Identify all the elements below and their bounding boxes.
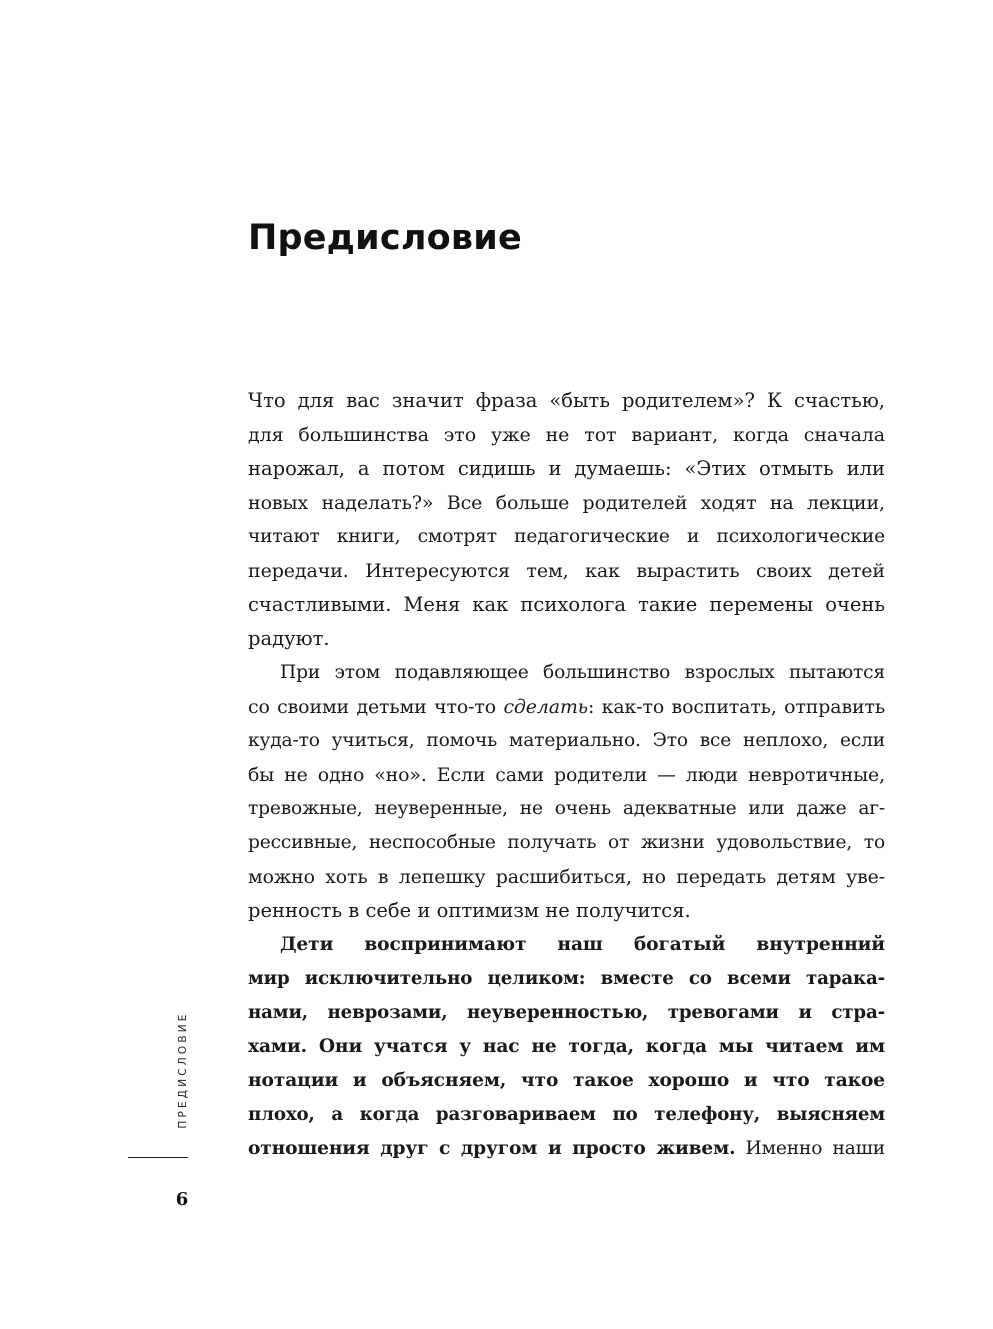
bold-text-line: нами, неврозами, неуверенностью, тревогами и стра- xyxy=(248,1002,885,1023)
text-line: При этом подавляющее большинство взрослых пытаются xyxy=(280,662,885,683)
text-line: для большинства это уже не тот вариант, когда сначала xyxy=(248,424,885,446)
paragraph-3 xyxy=(248,928,885,1166)
bold-text-segment: отношения друг с другом и просто живем. xyxy=(248,1138,736,1159)
text-line: новых наделать?» Все больше родителей ходят на лекции, xyxy=(248,492,885,514)
emphasis-text: сделать xyxy=(503,696,588,718)
text-segment: Именно наши xyxy=(735,1138,886,1159)
bold-text-line: плохо, а когда разговариваем по телефону, выясняем xyxy=(248,1104,885,1125)
text-line: бы не одно «но». Если сами родители — люди невротичные, xyxy=(248,764,885,786)
text-line xyxy=(248,1132,885,1166)
bold-text-line: Дети воспринимают наш богатый внутренний xyxy=(280,934,885,955)
text-line xyxy=(248,690,885,724)
text-line: рессивные, неспособные получать от жизни удовольствие, то xyxy=(248,832,885,853)
running-head-text: ПРЕДИСЛОВИЕ xyxy=(177,1011,189,1129)
text-line: тревожные, неуверенные, не очень адекватные или даже аг- xyxy=(248,798,885,819)
text-line: нарожал, а потом сидишь и думаешь: «Этих отмыть или xyxy=(248,457,885,480)
text-line: куда-то учиться, помочь материально. Это все неплохо, если xyxy=(248,730,885,751)
running-head xyxy=(175,1010,191,1130)
text-line: Что для вас значит фраза «быть родителем»? К счастью, xyxy=(248,389,885,412)
page-number: 6 xyxy=(175,1189,189,1210)
text-line: радуют. xyxy=(248,627,330,650)
text-line: читают книги, смотрят педагогические и психологические xyxy=(248,526,885,547)
text-segment: : как-то воспитать, отправить xyxy=(587,696,886,718)
text-line: можно хоть в лепешку расшибиться, но передать детям уве- xyxy=(248,866,885,888)
text-line: передачи. Интересуются тем, как вырастить своих детей xyxy=(248,560,885,582)
paragraph-2 xyxy=(248,656,885,928)
bold-text-line: нотации и объясняем, что такое хорошо и что такое xyxy=(248,1070,885,1091)
bold-text-line: мир исключительно целиком: вместе со всеми тарака- xyxy=(248,968,885,989)
footer-rule xyxy=(128,1157,188,1158)
bold-text-line: хами. Они учатся у нас не тогда, когда мы читаем им xyxy=(248,1036,885,1057)
body-text xyxy=(248,384,885,1166)
text-segment: со своими детьми что-то xyxy=(248,696,504,718)
text-line: счастливыми. Меня как психолога такие перемены очень xyxy=(248,593,885,616)
chapter-title: Предисловие xyxy=(248,218,522,258)
paragraph-1 xyxy=(248,384,885,656)
text-line: ренность в себе и оптимизм не получится. xyxy=(248,899,691,922)
